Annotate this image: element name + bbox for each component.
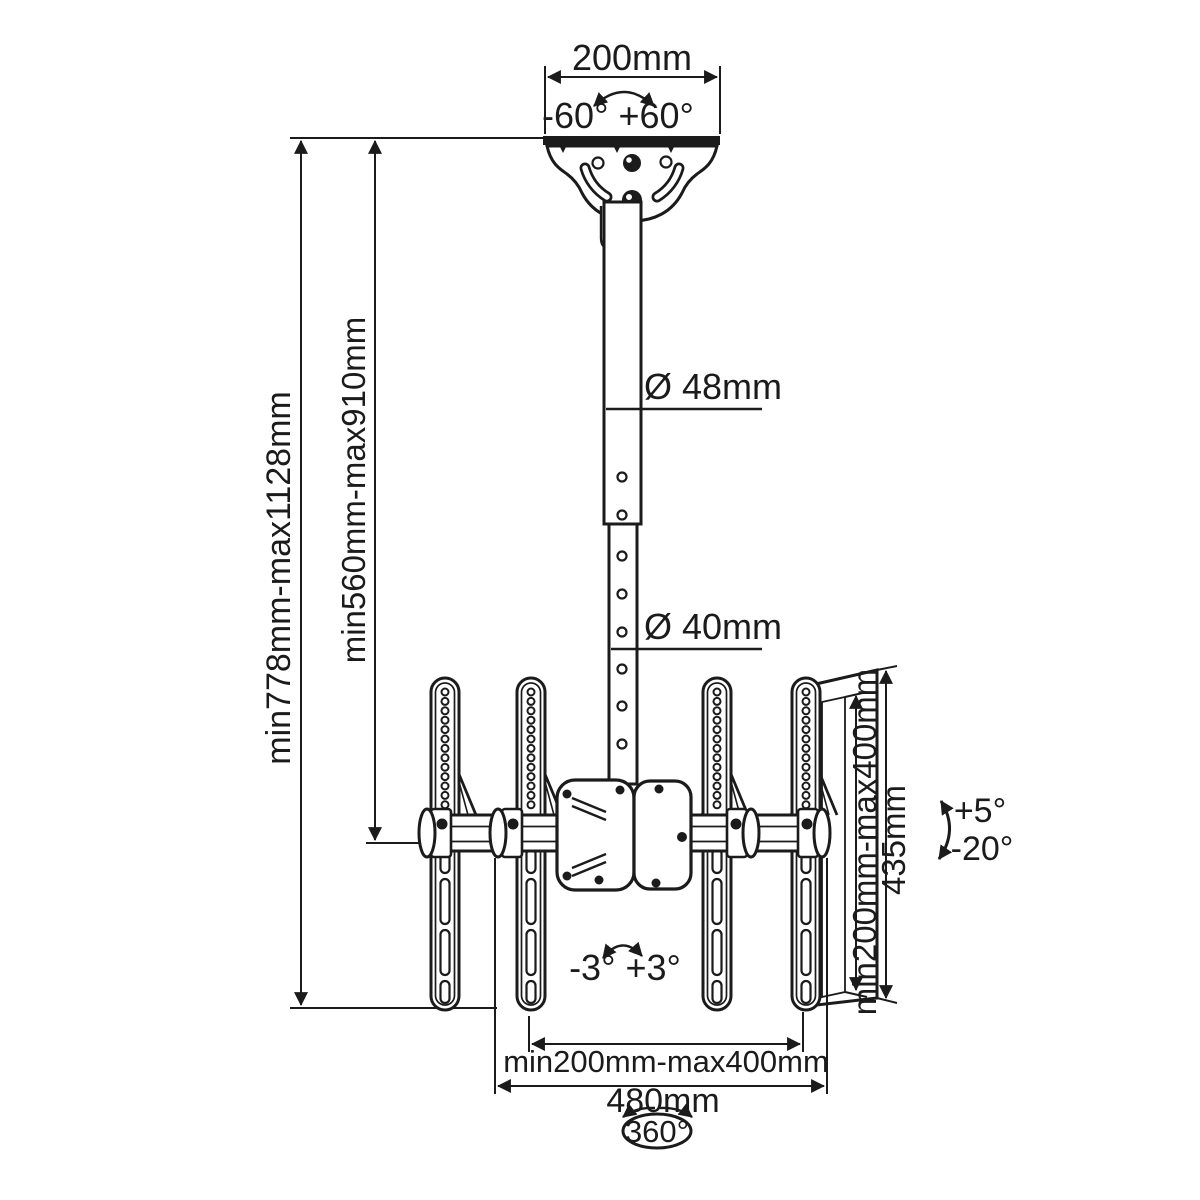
pole-drop-dimension <box>335 141 421 843</box>
ceiling-plate <box>543 136 720 145</box>
tilt-annotation <box>939 792 1013 868</box>
clamp-right-outer <box>798 809 830 857</box>
tilt-down-label: -20° <box>950 830 1014 868</box>
bolt-highlight <box>626 157 632 163</box>
top-width-label: 200mm <box>571 37 693 78</box>
tilt-up-label: +5° <box>953 792 1007 830</box>
pole-hole <box>618 511 627 520</box>
bottom-swivel-annotation <box>569 945 681 988</box>
clamp-left-inner <box>490 809 522 857</box>
telescoping-pole <box>601 202 641 784</box>
pole-hole <box>618 473 627 482</box>
crossbar-width-label: 480mm <box>606 1082 720 1120</box>
pole-drop-label: min560mm-max910mm <box>335 316 372 664</box>
clamp-left-outer <box>419 809 451 857</box>
vesa-width-dimension <box>503 1012 829 1079</box>
bracket-hole-left <box>593 158 604 169</box>
top-swivel-annotation <box>542 92 694 136</box>
vesa-width-label: min200mm-max400mm <box>503 1044 829 1079</box>
top-swivel-label: -60° +60° <box>542 95 694 136</box>
lower-pole-diameter-label: Ø 40mm <box>644 606 783 647</box>
bottom-swivel-label: -3° +3° <box>569 947 681 988</box>
bracket-height-dimensions <box>845 666 912 1015</box>
bracket-hole-right <box>661 157 672 168</box>
rotation-label: 360° <box>624 1114 690 1149</box>
upper-pole-diameter-label: Ø 48mm <box>644 366 783 407</box>
clamp-right-inner <box>727 809 759 857</box>
center-hub <box>557 780 691 890</box>
bracket-height-label: 435mm <box>875 784 912 896</box>
bolt-highlight-2 <box>626 194 632 200</box>
overall-drop-label: min778mm-max1128mm <box>260 391 298 765</box>
tilt-arrow <box>939 801 950 859</box>
bracket-range-label: min200mm-max400mm <box>846 668 883 1016</box>
bracket-center-bolt <box>623 154 641 172</box>
rotation-annotation <box>623 1108 692 1149</box>
overall-drop-dimension <box>260 138 543 1008</box>
